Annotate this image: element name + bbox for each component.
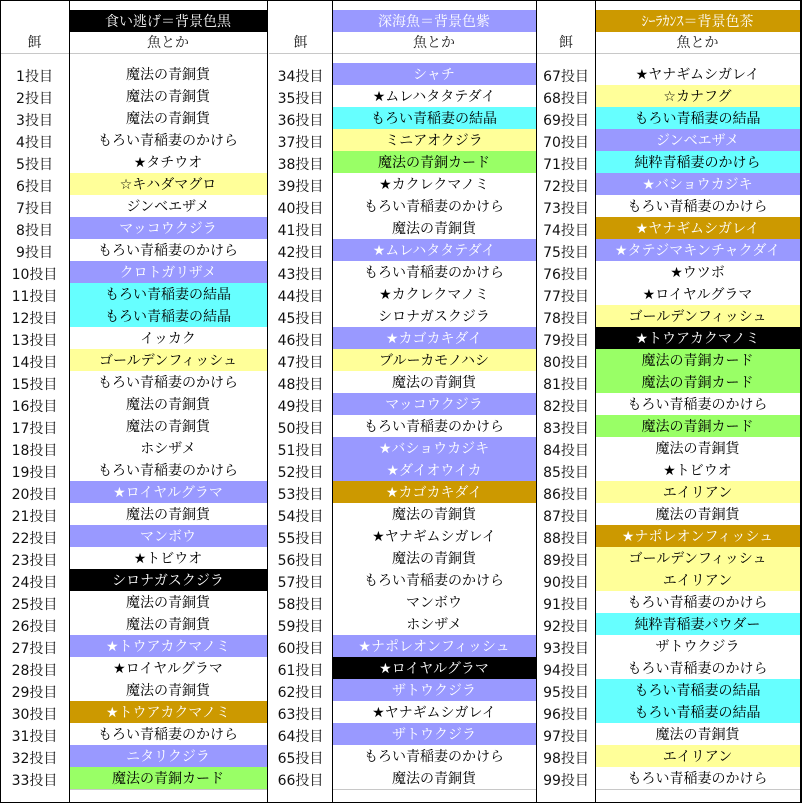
row-catch-cell: 魔法の青銅カード <box>595 349 800 371</box>
row-throw-label: 36投目 <box>277 113 324 129</box>
row-catch-cell: 魔法の青銅貨 <box>595 503 800 525</box>
row-throw-label: 2投目 <box>16 91 53 107</box>
row-catch-cell: ★トウアカクマノミ <box>69 701 267 723</box>
row-catch-cell: 魔法の青銅貨 <box>69 63 267 85</box>
row-catch-cell: ★カクレクマノミ <box>332 173 536 195</box>
row-throw-label: 45投目 <box>277 311 324 327</box>
row-throw-label: 30投目 <box>11 707 58 723</box>
row-catch-cell: ★ウツボ <box>595 261 800 283</box>
row-catch-cell: 魔法の青銅カード <box>69 767 267 789</box>
row-catch-cell: ★トビウオ <box>69 547 267 569</box>
row-throw-label: 55投目 <box>277 531 324 547</box>
row-throw-label: 18投目 <box>11 443 58 459</box>
row-catch-cell: もろい青稲妻の結晶 <box>595 701 800 723</box>
row-throw-label: 57投目 <box>277 575 324 591</box>
row-throw-label: 10投目 <box>11 267 58 283</box>
row-catch-cell: マッコウクジラ <box>332 393 536 415</box>
row-throw-label: 24投目 <box>11 575 58 591</box>
row-throw-label: 4投目 <box>16 135 53 151</box>
row-throw-label: 89投目 <box>543 553 589 569</box>
row-catch-cell: ★ムレハタタテダイ <box>332 85 536 107</box>
row-throw-label: 28投目 <box>11 663 58 679</box>
row-catch-cell: もろい青稲妻のかけら <box>332 415 536 437</box>
row-throw-label: 31投目 <box>11 729 58 745</box>
row-throw-label: 43投目 <box>277 267 324 283</box>
row-throw-label: 48投目 <box>277 377 324 393</box>
row-catch-cell: マッコウクジラ <box>69 217 267 239</box>
row-throw-label: 16投目 <box>11 399 58 415</box>
row-throw-label: 95投目 <box>543 685 589 701</box>
row-catch-cell: ★ヤナギムシガレイ <box>595 63 800 85</box>
row-catch-cell: 魔法の青銅貨 <box>69 415 267 437</box>
row-catch-cell: ブルーカモノハシ <box>332 349 536 371</box>
row-throw-label: 61投目 <box>277 663 324 679</box>
row-throw-label: 72投目 <box>543 179 589 195</box>
row-throw-label: 15投目 <box>11 377 58 393</box>
row-catch-cell: もろい青稲妻のかけら <box>595 195 800 217</box>
row-catch-cell: もろい青稲妻のかけら <box>69 723 267 745</box>
row-throw-label: 91投目 <box>543 597 589 613</box>
row-throw-label: 80投目 <box>543 355 589 371</box>
row-throw-label: 74投目 <box>543 223 589 239</box>
row-throw-label: 73投目 <box>543 201 589 217</box>
row-catch-cell: ジンベエザメ <box>595 129 800 151</box>
row-catch-cell: ★トビウオ <box>595 459 800 481</box>
row-throw-label: 19投目 <box>11 465 58 481</box>
row-catch-cell: ★ロイヤルグラマ <box>69 657 267 679</box>
row-throw-label: 32投目 <box>11 751 58 767</box>
row-throw-label: 97投目 <box>543 729 589 745</box>
row-throw-label: 65投目 <box>277 751 324 767</box>
row-catch-cell: ニタリクジラ <box>69 745 267 767</box>
row-throw-label: 27投目 <box>11 641 58 657</box>
row-throw-label: 49投目 <box>277 399 324 415</box>
row-throw-label: 83投目 <box>543 421 589 437</box>
row-catch-cell: もろい青稲妻のかけら <box>69 239 267 261</box>
row-throw-label: 85投目 <box>543 465 589 481</box>
row-catch-cell: 魔法の青銅貨 <box>595 437 800 459</box>
row-catch-cell: もろい青稲妻のかけら <box>332 569 536 591</box>
row-catch-cell: ゴールデンフィッシュ <box>69 349 267 371</box>
row-catch-cell: ★タチウオ <box>69 151 267 173</box>
row-catch-cell: もろい青稲妻のかけら <box>332 261 536 283</box>
row-catch-cell: ★ヤナギムシガレイ <box>595 217 800 239</box>
row-throw-label: 38投目 <box>277 157 324 173</box>
row-throw-label: 12投目 <box>11 311 58 327</box>
row-throw-label: 78投目 <box>543 311 589 327</box>
row-throw-label: 34投目 <box>277 69 324 85</box>
row-catch-cell: ★タテジマキンチャクダイ <box>595 239 800 261</box>
row-catch-cell: ★ムレハタタテダイ <box>332 239 536 261</box>
row-throw-label: 3投目 <box>16 113 53 129</box>
row-catch-cell: 魔法の青銅貨 <box>332 767 536 789</box>
row-throw-label: 40投目 <box>277 201 324 217</box>
row-catch-cell: もろい青稲妻のかけら <box>69 459 267 481</box>
row-catch-cell: エイリアン <box>595 745 800 767</box>
row-catch-cell: ★ヤナギムシガレイ <box>332 525 536 547</box>
fish-header: 魚とか <box>676 35 719 51</box>
row-throw-label: 9投目 <box>16 245 53 261</box>
bait-header: 餌 <box>293 35 308 51</box>
row-catch-cell: ★ヤナギムシガレイ <box>332 701 536 723</box>
row-catch-cell: ★ナポレオンフィッシュ <box>595 525 800 547</box>
row-throw-label: 56投目 <box>277 553 324 569</box>
row-catch-cell: もろい青稲妻の結晶 <box>595 679 800 701</box>
row-throw-label: 82投目 <box>543 399 589 415</box>
row-catch-cell: ★ロイヤルグラマ <box>332 657 536 679</box>
row-catch-cell: ホシザメ <box>332 613 536 635</box>
row-throw-label: 81投目 <box>543 377 589 393</box>
row-catch-cell: エイリアン <box>595 569 800 591</box>
row-catch-cell: マンボウ <box>332 591 536 613</box>
row-throw-label: 6投目 <box>16 179 53 195</box>
row-catch-cell: ミニアオクジラ <box>332 129 536 151</box>
row-catch-cell: もろい青稲妻のかけら <box>332 195 536 217</box>
row-throw-label: 29投目 <box>11 685 58 701</box>
row-catch-cell: ★ロイヤルグラマ <box>69 481 267 503</box>
row-throw-label: 11投目 <box>11 289 58 305</box>
row-throw-label: 68投目 <box>543 91 589 107</box>
row-catch-cell: イッカク <box>69 327 267 349</box>
row-throw-label: 8投目 <box>16 223 53 239</box>
row-catch-cell: ★カゴカキダイ <box>332 481 536 503</box>
row-throw-label: 42投目 <box>277 245 324 261</box>
row-catch-cell: ★バショウカジキ <box>595 173 800 195</box>
row-catch-cell: ジンベエザメ <box>69 195 267 217</box>
row-catch-cell: ☆カナフグ <box>595 85 800 107</box>
row-catch-cell: 魔法の青銅貨 <box>69 85 267 107</box>
row-throw-label: 58投目 <box>277 597 324 613</box>
row-catch-cell: エイリアン <box>595 481 800 503</box>
row-throw-label: 54投目 <box>277 509 324 525</box>
bait-header: 餌 <box>27 35 42 51</box>
bait-header: 餌 <box>559 35 573 51</box>
row-throw-label: 63投目 <box>277 707 324 723</box>
row-catch-cell: ★トウアカクマノミ <box>69 635 267 657</box>
column-title: ｼｰﾗｶﾝｽ＝背景色茶 <box>595 10 800 32</box>
row-throw-label: 79投目 <box>543 333 589 349</box>
row-catch-cell: クロトガリザメ <box>69 261 267 283</box>
fish-header: 魚とか <box>147 35 189 51</box>
row-throw-label: 25投目 <box>11 597 58 613</box>
row-catch-cell: 魔法の青銅カード <box>595 371 800 393</box>
row-catch-cell: もろい青稲妻のかけら <box>595 767 800 789</box>
row-throw-label: 1投目 <box>16 69 53 85</box>
row-catch-cell: 魔法の青銅カード <box>595 415 800 437</box>
row-throw-label: 22投目 <box>11 531 58 547</box>
row-catch-cell: もろい青稲妻のかけら <box>595 591 800 613</box>
row-throw-label: 37投目 <box>277 135 324 151</box>
row-catch-cell: 純粋青稲妻パウダー <box>595 613 800 635</box>
row-throw-label: 53投目 <box>277 487 324 503</box>
row-catch-cell: 魔法の青銅貨 <box>69 591 267 613</box>
row-throw-label: 39投目 <box>277 179 324 195</box>
row-catch-cell: ゴールデンフィッシュ <box>595 305 800 327</box>
row-catch-cell: もろい青稲妻の結晶 <box>69 283 267 305</box>
row-throw-label: 70投目 <box>543 135 589 151</box>
row-throw-label: 60投目 <box>277 641 324 657</box>
row-throw-label: 17投目 <box>11 421 58 437</box>
row-throw-label: 62投目 <box>277 685 324 701</box>
row-throw-label: 47投目 <box>277 355 324 371</box>
row-catch-cell: 魔法の青銅貨 <box>332 503 536 525</box>
row-throw-label: 20投目 <box>11 487 58 503</box>
row-throw-label: 99投目 <box>543 773 589 789</box>
row-catch-cell: 魔法の青銅貨 <box>69 679 267 701</box>
row-throw-label: 66投目 <box>277 773 324 789</box>
row-catch-cell: もろい青稲妻の結晶 <box>69 305 267 327</box>
row-throw-label: 52投目 <box>277 465 324 481</box>
row-catch-cell: ホシザメ <box>69 437 267 459</box>
row-throw-label: 87投目 <box>543 509 589 525</box>
row-throw-label: 44投目 <box>277 289 324 305</box>
row-catch-cell: シロナガスクジラ <box>332 305 536 327</box>
column-title: 深海魚＝背景色紫 <box>332 10 536 32</box>
row-throw-label: 14投目 <box>11 355 58 371</box>
row-catch-cell: 魔法の青銅貨 <box>332 217 536 239</box>
row-catch-cell: ザトウクジラ <box>332 679 536 701</box>
row-throw-label: 46投目 <box>277 333 324 349</box>
row-catch-cell: もろい青稲妻のかけら <box>69 129 267 151</box>
row-catch-cell: 魔法の青銅貨 <box>69 503 267 525</box>
fish-header: 魚とか <box>413 35 455 51</box>
row-catch-cell: ★カクレクマノミ <box>332 283 536 305</box>
row-catch-cell: ★トウアカクマノミ <box>595 327 800 349</box>
row-catch-cell: 魔法の青銅貨 <box>69 613 267 635</box>
row-throw-label: 98投目 <box>543 751 589 767</box>
row-throw-label: 76投目 <box>543 267 589 283</box>
row-throw-label: 93投目 <box>543 641 589 657</box>
row-catch-cell: ザトウクジラ <box>595 635 800 657</box>
row-catch-cell: ザトウクジラ <box>332 723 536 745</box>
column-title: 食い逃げ＝背景色黒 <box>69 10 267 32</box>
row-throw-label: 96投目 <box>543 707 589 723</box>
row-catch-cell: ☆キハダマグロ <box>69 173 267 195</box>
row-throw-label: 35投目 <box>277 91 324 107</box>
row-throw-label: 26投目 <box>11 619 58 635</box>
row-throw-label: 64投目 <box>277 729 324 745</box>
row-catch-cell: ★ロイヤルグラマ <box>595 283 800 305</box>
row-throw-label: 59投目 <box>277 619 324 635</box>
row-catch-cell: 魔法の青銅貨 <box>332 371 536 393</box>
row-catch-cell: 魔法の青銅カード <box>332 151 536 173</box>
row-catch-cell: ★ナポレオンフィッシュ <box>332 635 536 657</box>
row-throw-label: 69投目 <box>543 113 589 129</box>
row-throw-label: 33投目 <box>11 773 58 789</box>
row-catch-cell: もろい青稲妻の結晶 <box>595 107 800 129</box>
row-throw-label: 7投目 <box>16 201 53 217</box>
row-catch-cell: もろい青稲妻のかけら <box>595 393 800 415</box>
row-catch-cell: マンボウ <box>69 525 267 547</box>
row-catch-cell: もろい青稲妻のかけら <box>595 657 800 679</box>
row-throw-label: 84投目 <box>543 443 589 459</box>
row-throw-label: 94投目 <box>543 663 589 679</box>
row-throw-label: 13投目 <box>11 333 58 349</box>
row-throw-label: 5投目 <box>16 157 53 173</box>
row-throw-label: 71投目 <box>543 157 589 173</box>
row-catch-cell: 魔法の青銅貨 <box>595 723 800 745</box>
row-throw-label: 77投目 <box>543 289 589 305</box>
row-catch-cell: ★バショウカジキ <box>332 437 536 459</box>
row-throw-label: 50投目 <box>277 421 324 437</box>
row-catch-cell: もろい青稲妻の結晶 <box>332 107 536 129</box>
row-throw-label: 51投目 <box>277 443 324 459</box>
row-throw-label: 21投目 <box>11 509 58 525</box>
row-catch-cell: 純粋青稲妻のかけら <box>595 151 800 173</box>
row-throw-label: 90投目 <box>543 575 589 591</box>
row-catch-cell: 魔法の青銅貨 <box>69 107 267 129</box>
row-catch-cell: シャチ <box>332 63 536 85</box>
row-catch-cell: もろい青稲妻のかけら <box>332 745 536 767</box>
row-catch-cell: 魔法の青銅貨 <box>332 547 536 569</box>
row-throw-label: 86投目 <box>543 487 589 503</box>
row-catch-cell: もろい青稲妻のかけら <box>69 371 267 393</box>
row-throw-label: 67投目 <box>543 69 589 85</box>
row-throw-label: 23投目 <box>11 553 58 569</box>
row-throw-label: 92投目 <box>543 619 589 635</box>
row-catch-cell: ★カゴカキダイ <box>332 327 536 349</box>
row-throw-label: 41投目 <box>277 223 324 239</box>
row-throw-label: 88投目 <box>543 531 589 547</box>
row-throw-label: 75投目 <box>543 245 589 261</box>
row-catch-cell: 魔法の青銅貨 <box>69 393 267 415</box>
row-catch-cell: シロナガスクジラ <box>69 569 267 591</box>
row-catch-cell: ★ダイオウイカ <box>332 459 536 481</box>
row-catch-cell: ゴールデンフィッシュ <box>595 547 800 569</box>
